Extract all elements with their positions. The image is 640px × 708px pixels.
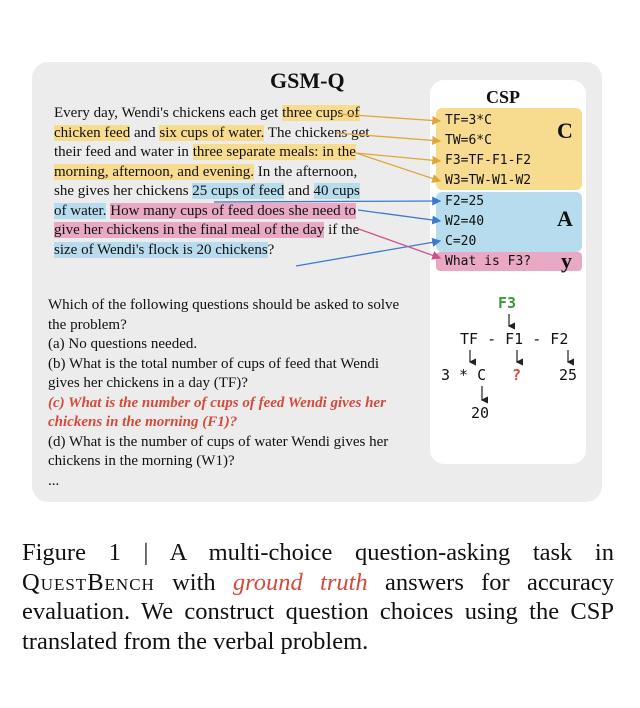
link-flock	[296, 241, 440, 266]
story-highlight-flock: size of Wendi's flock is 20 chickens	[54, 241, 268, 258]
caption-text: Figure 1 | A multi-choice question-asking task in	[22, 539, 614, 566]
tree-row2-left: 3 * C	[441, 366, 487, 384]
assignment-3: C=20	[445, 234, 477, 249]
story-text: and	[284, 183, 314, 199]
assignments-label: A	[557, 206, 573, 231]
question-prompt: Which of the following questions should be asked to solve the problem?	[48, 297, 400, 333]
caption-text: with	[154, 568, 233, 596]
tree-row2-right: 25	[559, 366, 578, 384]
target-label: y	[561, 248, 572, 273]
link-water	[336, 133, 440, 141]
story-text: ?	[267, 241, 275, 258]
choice-a: (a) No questions needed.	[48, 336, 198, 352]
story-text: if the	[324, 222, 360, 238]
story-highlight-feed: three cups of chicken feed	[54, 105, 360, 141]
constraint-3: F3=TF-F1-F2	[445, 153, 532, 168]
assignment-2: W2=40	[445, 214, 485, 229]
choice-d: (d) What is the number of cups of water Wendi gives her chickens in the morning (W1)?	[48, 433, 389, 469]
csp-title: CSP	[486, 87, 521, 107]
story-text: and	[130, 124, 160, 141]
caption-benchmark-name: QuestBench	[22, 568, 155, 596]
story-text: In the afternoon, she gives her chickens	[54, 163, 358, 199]
link-afternoon-water	[358, 210, 440, 221]
constraints-label: C	[557, 118, 573, 143]
constraint-1: TF=3*C	[445, 113, 492, 128]
story-highlight-afternoon-water: 40 cups of water.	[54, 183, 360, 219]
story-highlight-afternoon-feed: 25 cups of feed	[192, 183, 285, 199]
story-text: The chickens get their feed and water in	[54, 124, 370, 160]
story-text: Every day, Wendi's chickens each get	[54, 105, 283, 121]
panel-title: GSM-Q	[270, 68, 345, 93]
choice-b: (b) What is the total number of cups of feed that Wendi gives her chickens in a day (TF)?	[48, 355, 380, 391]
choice-c-correct: (c) What is the number of cups of feed Wendi gives her chickens in the morning (F1)?	[48, 394, 386, 430]
link-feed	[338, 114, 440, 121]
tree-root: F3	[498, 294, 517, 312]
story-highlight-water: six cups of water.	[159, 124, 265, 141]
tree-unknown: ?	[512, 366, 522, 384]
constraint-2: TW=6*C	[445, 133, 492, 148]
figure-caption	[22, 538, 614, 656]
story-highlight-question: How many cups of feed does she need to give her chickens in the final meal of the day	[54, 202, 356, 238]
caption-ground-truth: ground truth	[232, 568, 368, 596]
link-afternoon-feed	[214, 201, 440, 202]
story-highlight-meals: three separate meals: in the morning, afternoon, and evening.	[54, 144, 356, 180]
constraint-4: W3=TW-W1-W2	[445, 173, 532, 188]
caption-text: answers for accuracy evaluation. We construct question choices using the CSP translated from the verbal problem.	[22, 568, 614, 655]
more-choices: ...	[48, 472, 60, 489]
target-question: What is F3?	[445, 254, 532, 269]
tree-row3: 20	[471, 404, 490, 422]
assignment-1: F2=25	[445, 194, 485, 209]
tree-row1: TF - F1 - F2	[460, 330, 569, 348]
